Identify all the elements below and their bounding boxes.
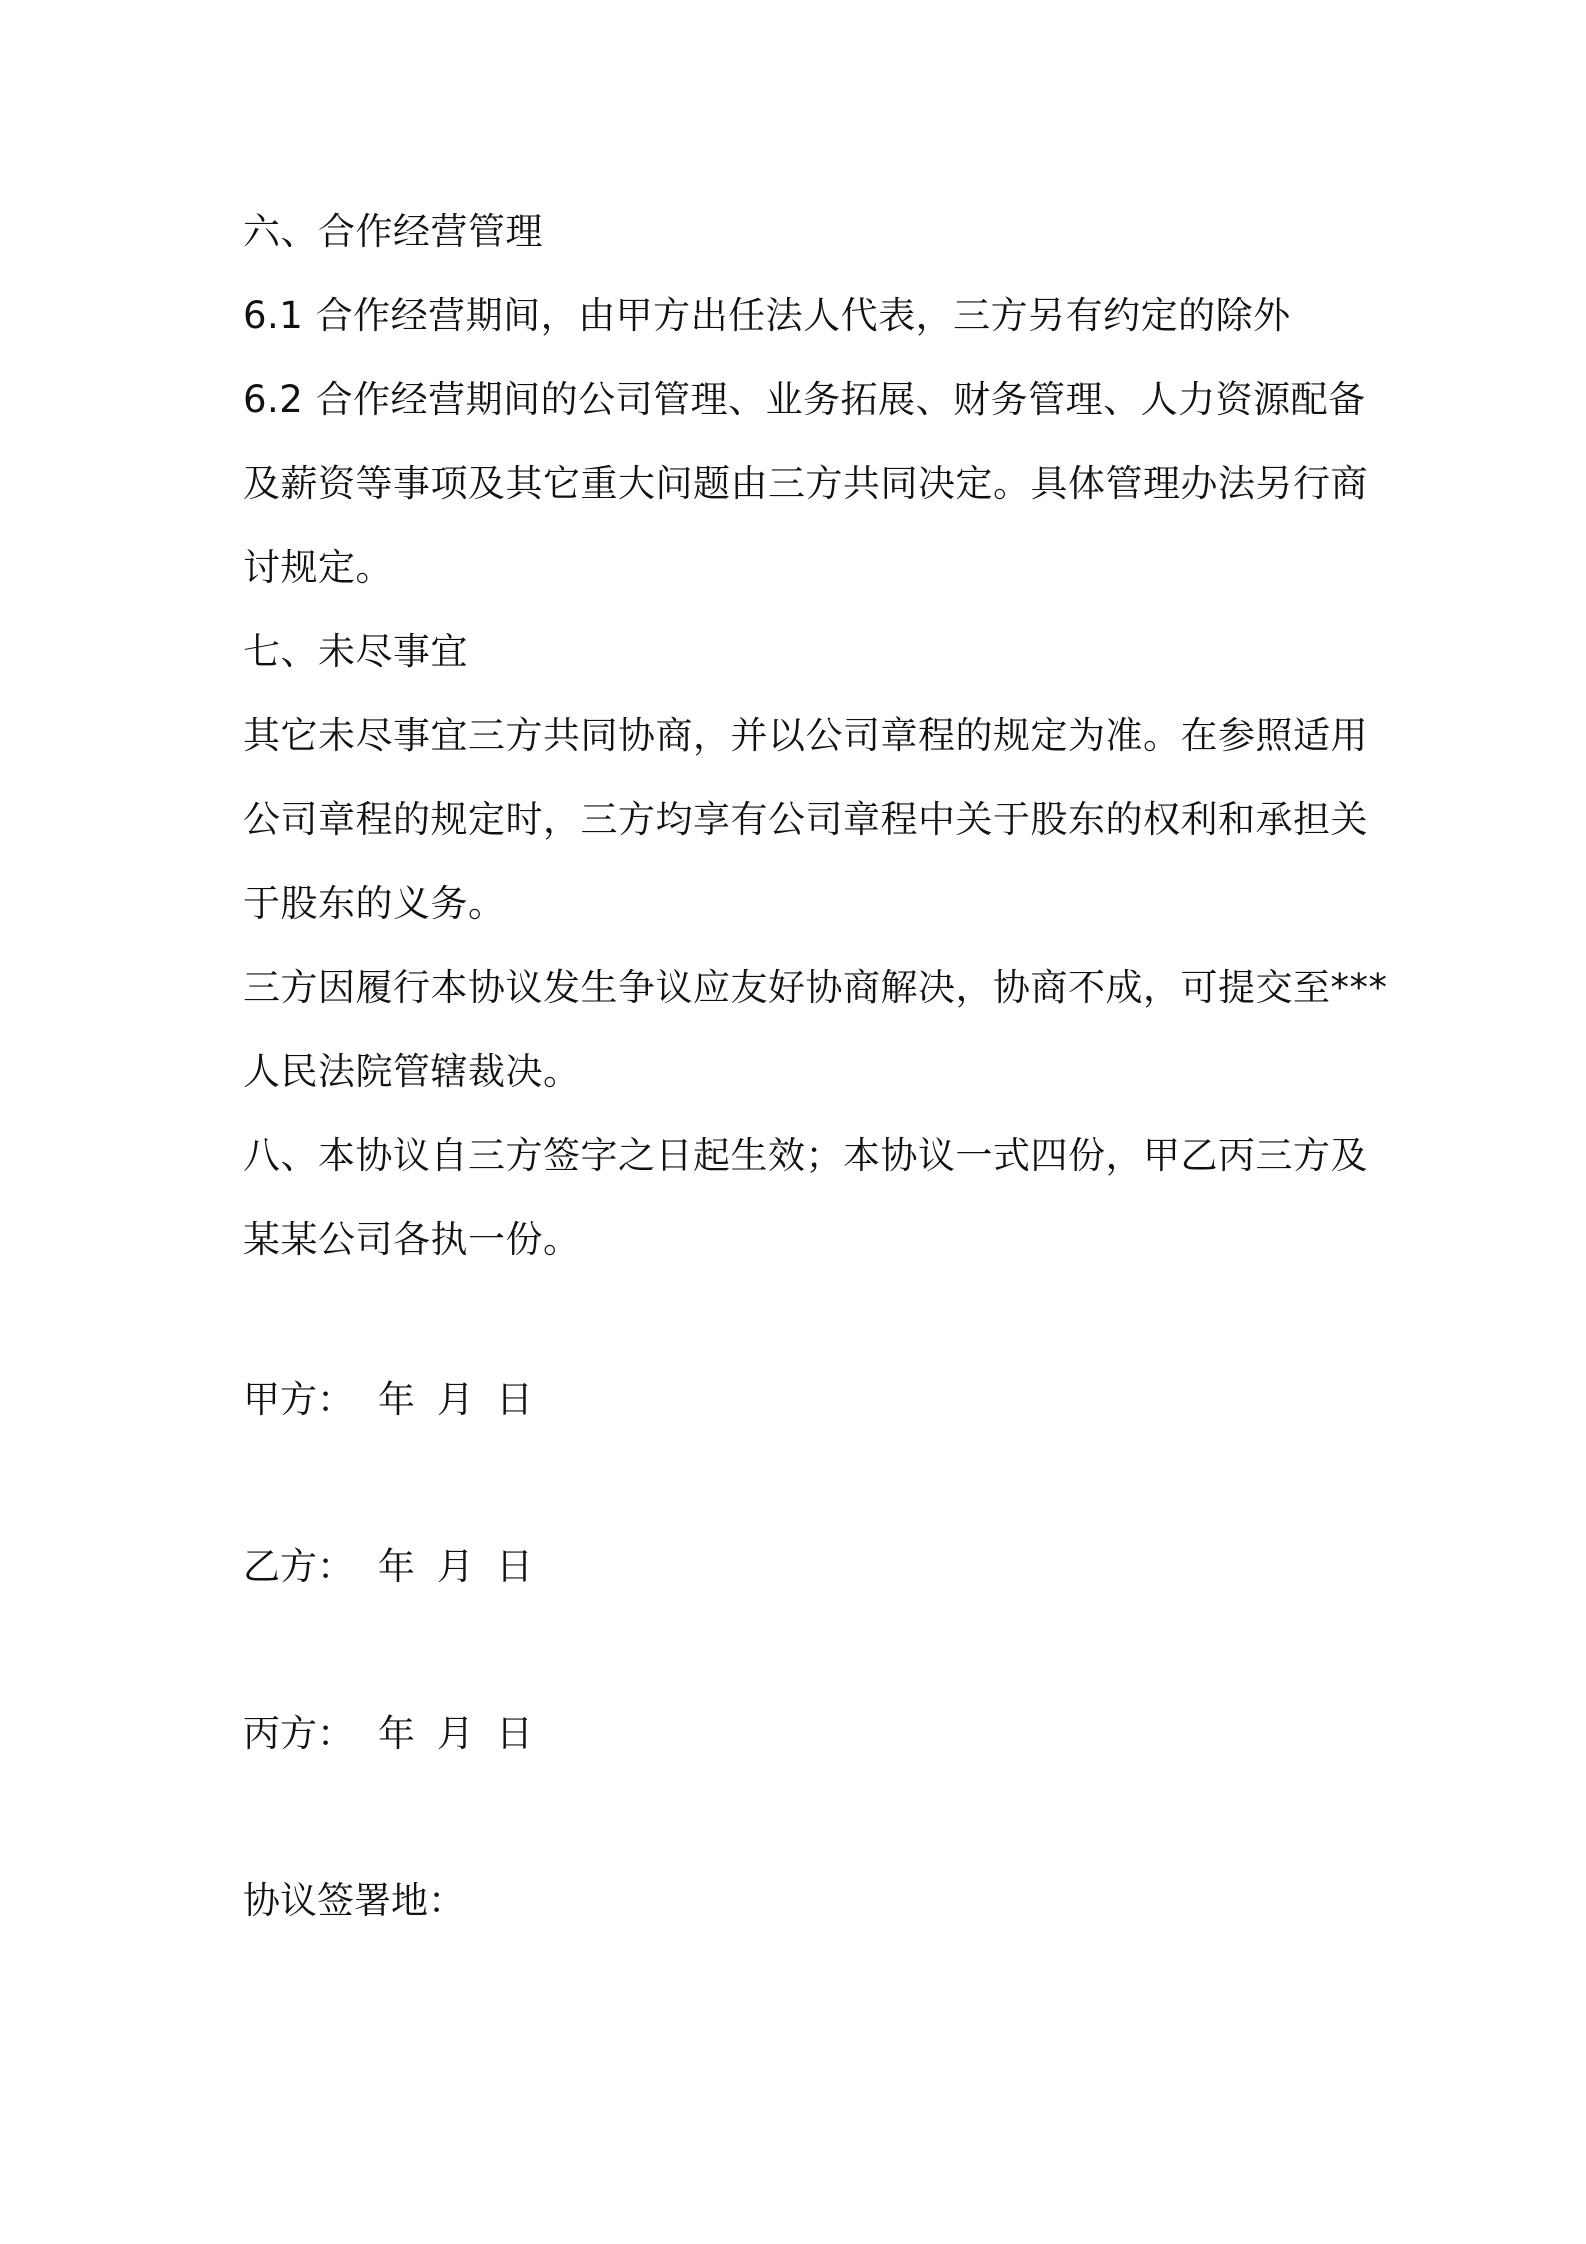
- signing-location: [243, 1871, 465, 1931]
- month-label: 月: [437, 1712, 474, 1755]
- year-label: 年: [378, 1712, 415, 1755]
- year-label: 年: [378, 1545, 415, 1588]
- day-label: 日: [496, 1712, 533, 1755]
- clause-6-2-line-2: 及薪资等事项及其它重大问题由三方共同决定。具体管理办法另行商: [243, 462, 1368, 505]
- section-7-heading: 七、未尽事宜: [243, 630, 468, 673]
- section-6-heading: 六、合作经营管理: [243, 210, 543, 253]
- month-label: 月: [437, 1545, 474, 1588]
- month-label: 月: [437, 1378, 474, 1421]
- clause-6-1: 6.1 合作经营期间，由甲方出任法人代表，三方另有约定的除外: [243, 294, 1291, 337]
- party-a-label: 甲方：: [243, 1378, 354, 1421]
- clause-6-2-line-1: 6.2 合作经营期间的公司管理、业务拓展、财务管理、人力资源配备: [243, 378, 1366, 421]
- clause-6-2-line-3: 讨规定。: [243, 546, 393, 589]
- signature-party-b: [243, 1537, 555, 1597]
- party-b-date: [378, 1537, 555, 1597]
- section-8-line-2: 某某公司各执一份。: [243, 1218, 581, 1261]
- signature-party-c: [243, 1704, 555, 1764]
- section-7-para-1-line-1: 其它未尽事宜三方共同协商，并以公司章程的规定为准。在参照适用: [243, 714, 1368, 757]
- party-c-date: [378, 1704, 555, 1764]
- document-body: [243, 190, 1388, 1282]
- section-7-para-2-line-1: 三方因履行本协议发生争议应友好协商解决，协商不成，可提交至***: [243, 966, 1388, 1009]
- location-label: 协议签署地：: [243, 1879, 465, 1922]
- section-8-line-1: 八、本协议自三方签字之日起生效；本协议一式四份，甲乙丙三方及: [243, 1134, 1368, 1177]
- year-label: 年: [378, 1378, 415, 1421]
- section-7-para-2-line-2: 人民法院管辖裁决。: [243, 1050, 581, 1093]
- signature-party-a: [243, 1370, 555, 1430]
- section-7-para-1-line-2: 公司章程的规定时，三方均享有公司章程中关于股东的权利和承担关: [243, 798, 1368, 841]
- section-7-para-1-line-3: 于股东的义务。: [243, 882, 506, 925]
- party-b-label: 乙方：: [243, 1545, 354, 1588]
- day-label: 日: [496, 1545, 533, 1588]
- party-a-date: [378, 1370, 555, 1430]
- day-label: 日: [496, 1378, 533, 1421]
- party-c-label: 丙方：: [243, 1712, 354, 1755]
